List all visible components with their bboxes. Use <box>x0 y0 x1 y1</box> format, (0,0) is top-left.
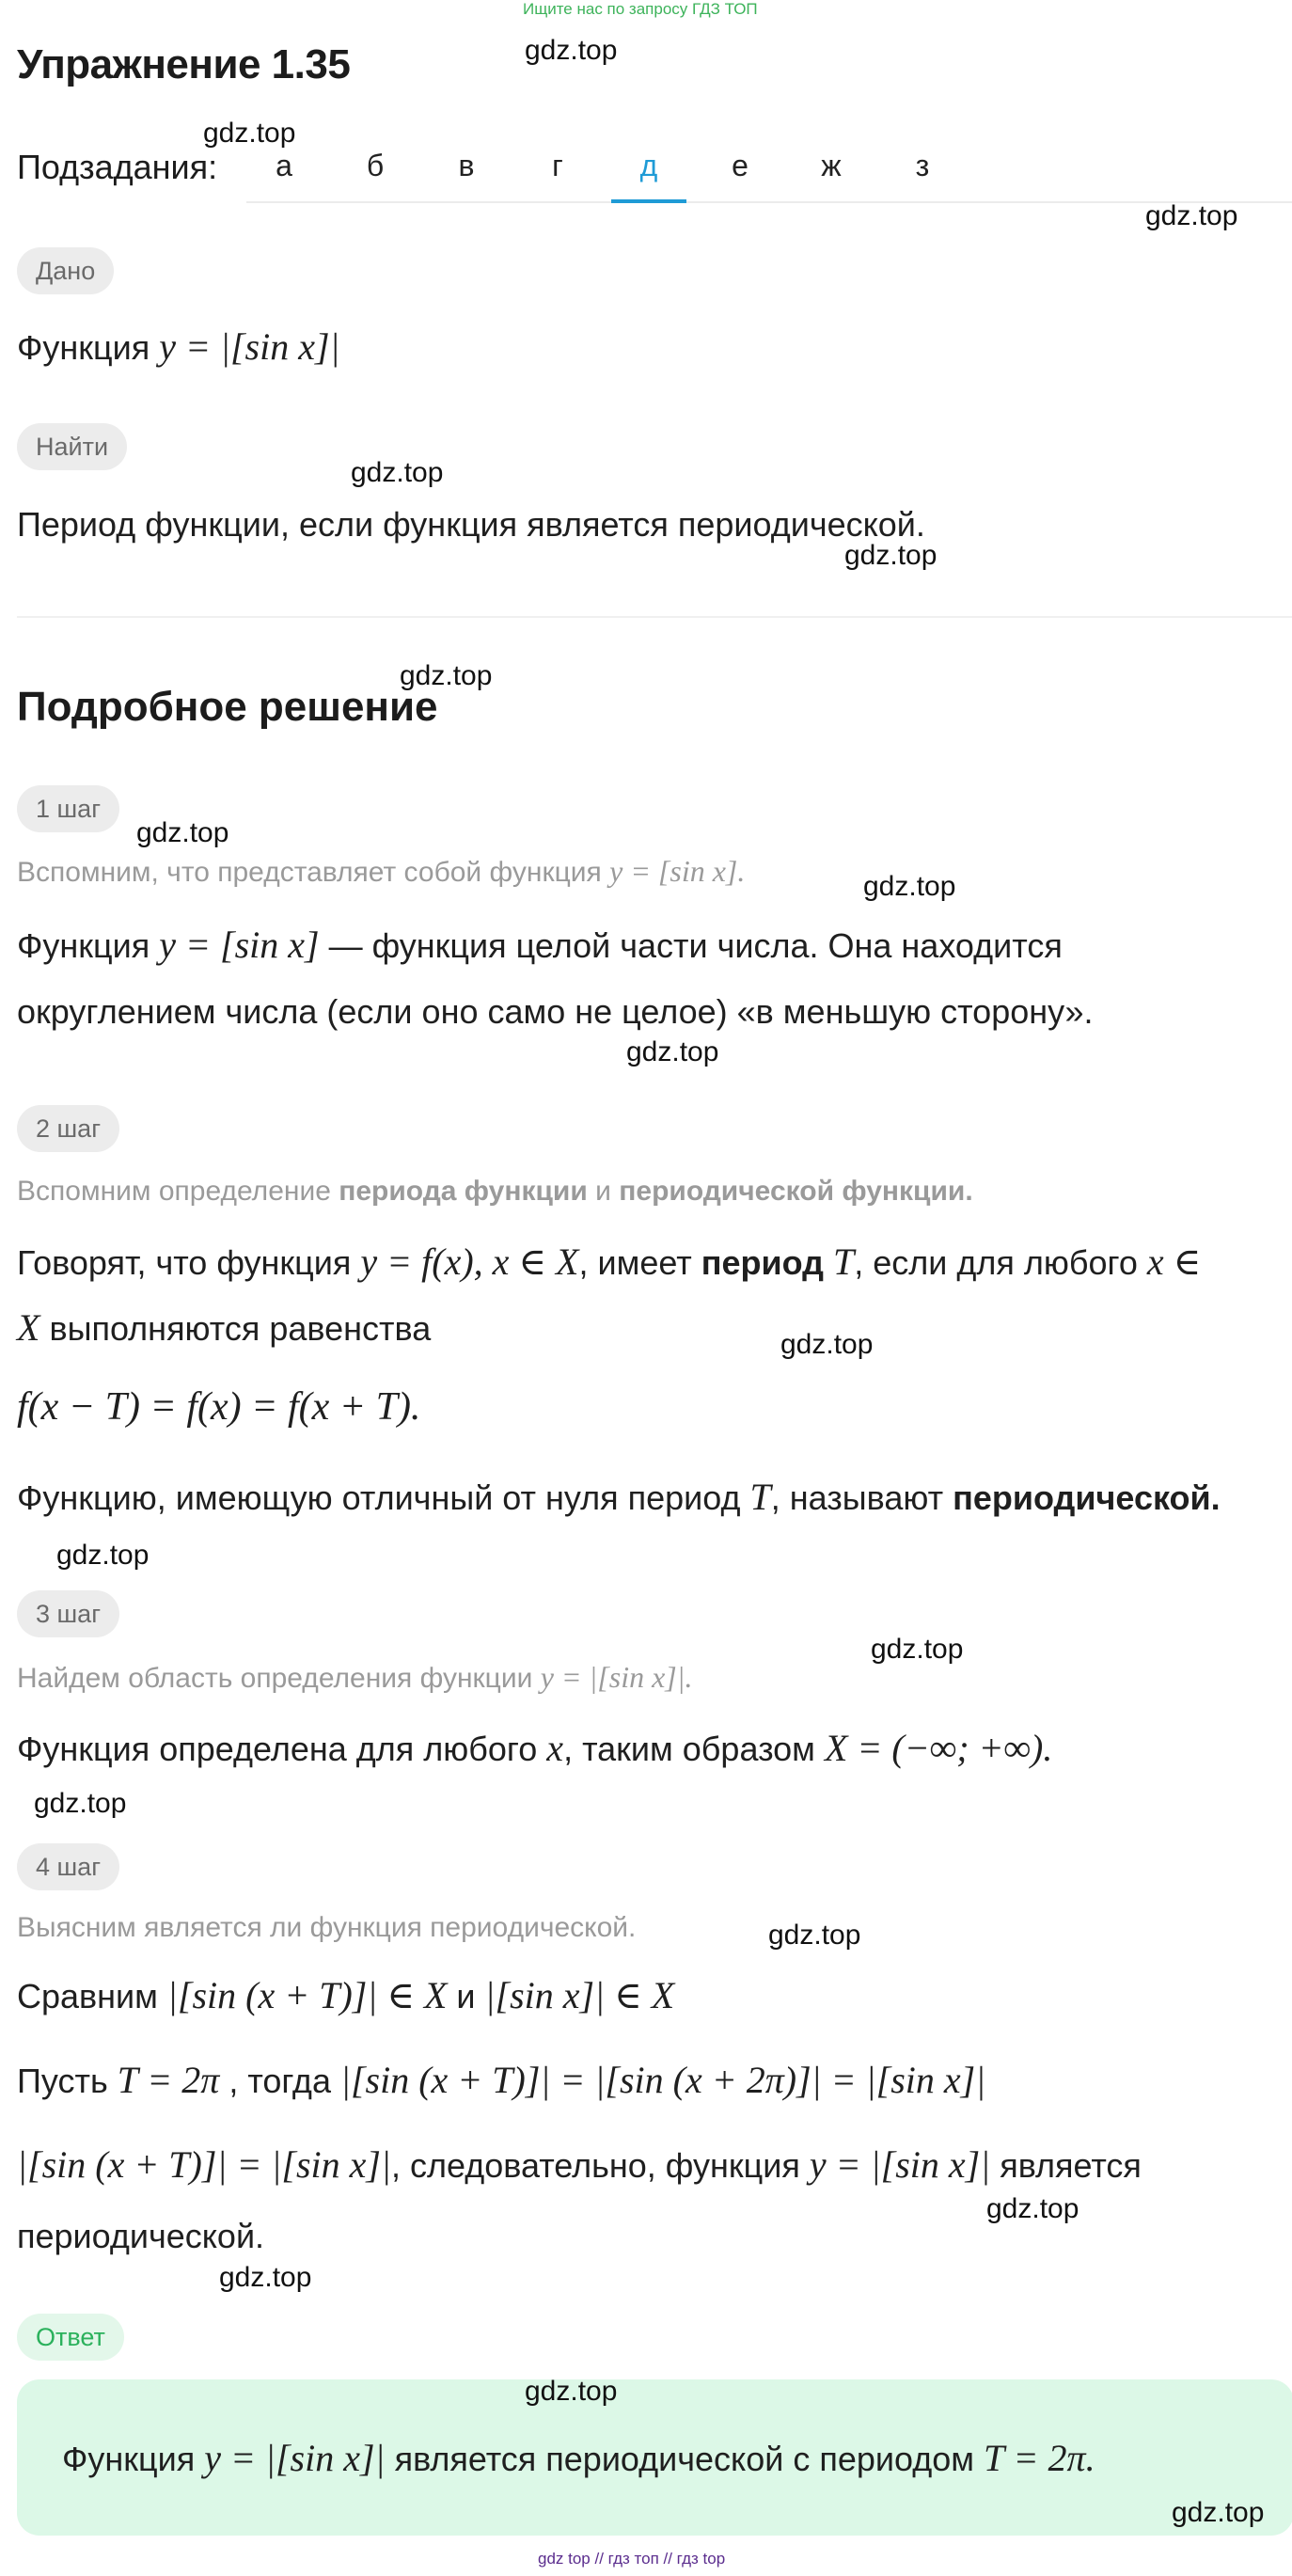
step-2-line-3 <box>17 1475 1221 1519</box>
step-2-line-3-a: Функцию, имеющую отличный от нуля период <box>17 1478 741 1517</box>
step-3-line-a: Функция определена для любого <box>17 1730 538 1768</box>
answer-pill: Ответ <box>17 2314 124 2361</box>
answer-mid: является периодической с периодом <box>394 2440 974 2478</box>
step-2-line-1-formula-1: y = f(x), x ∈ X <box>360 1241 579 1283</box>
step-4-let-a: Пусть <box>17 2062 108 2100</box>
step-2-hint <box>17 1176 973 1208</box>
step-4-result-c: является <box>1000 2146 1142 2185</box>
given-formula: y = |[sin x]| <box>159 325 340 368</box>
answer-formula-1: y = |[sin x]| <box>204 2437 386 2479</box>
watermark: gdz.top <box>1145 200 1238 231</box>
divider <box>17 616 1292 618</box>
step-2-line-3-b: , называют <box>770 1478 944 1517</box>
watermark: gdz.top <box>351 457 444 488</box>
watermark: gdz.top <box>768 1920 861 1951</box>
tab-b[interactable]: б <box>366 149 385 182</box>
watermark: gdz.top <box>203 118 296 149</box>
watermark: gdz.top <box>400 660 493 691</box>
tab-z[interactable]: з <box>915 149 930 182</box>
step-2-line-3-bold: периодической. <box>953 1478 1221 1517</box>
step-4-result-formula-2: y = |[sin x]| <box>809 2143 991 2186</box>
step-4-compare-a: Сравним <box>17 1977 158 2015</box>
step-2-line-1-formula-2: T <box>832 1241 855 1283</box>
step-1-hint-formula: y = [sin x]. <box>609 854 746 888</box>
step-4-result-formula-1: |[sin (x + T)]| = |[sin x]| <box>17 2143 391 2186</box>
step-2-hint-text: Вспомним определение <box>17 1176 331 1207</box>
answer-prefix: Функция <box>62 2440 196 2478</box>
answer-formula-2: T = 2π. <box>984 2437 1095 2479</box>
step-1-line-1 <box>17 923 1063 967</box>
step-3-pill: 3 шаг <box>17 1590 119 1637</box>
watermark: gdz.top <box>780 1329 874 1360</box>
step-2-line-2-formula: X <box>17 1306 40 1349</box>
step-2-hint-bold-1: периода функции <box>339 1176 588 1207</box>
answer-text <box>62 2436 1095 2480</box>
watermark: gdz.top <box>871 1634 964 1665</box>
step-2-line-2 <box>17 1305 431 1350</box>
given-pill: Дано <box>17 247 114 294</box>
step-2-line-1-formula-3: x ∈ <box>1146 1241 1202 1283</box>
page-title: Упражнение 1.35 <box>17 41 351 87</box>
tab-v[interactable]: в <box>458 149 475 182</box>
top-note: Ищите нас по запросу ГДЗ ТОП <box>523 0 758 18</box>
tab-g[interactable]: г <box>552 149 563 182</box>
tab-d[interactable]: д <box>611 149 686 203</box>
step-4-pill: 4 шаг <box>17 1843 119 1890</box>
watermark: gdz.top <box>844 540 937 571</box>
solution-title: Подробное решение <box>17 684 438 730</box>
step-3-hint <box>17 1660 693 1695</box>
step-4-result-b: , следовательно, функция <box>391 2146 800 2185</box>
step-1-line-1-prefix: Функция <box>17 926 150 965</box>
step-4-compare-formula-1: |[sin (x + T)]| ∈ X <box>166 1974 448 2016</box>
step-2-hint-mid: и <box>595 1176 611 1207</box>
watermark: gdz.top <box>863 871 956 902</box>
step-2-hint-bold-2: периодической функции. <box>619 1176 973 1207</box>
step-2-equation: f(x − T) = f(x) = f(x + T). <box>17 1385 421 1429</box>
step-3-hint-text: Найдем область определения функции <box>17 1663 533 1694</box>
tab-zh[interactable]: ж <box>821 149 842 182</box>
watermark: gdz.top <box>1172 2497 1265 2528</box>
step-3-line <box>17 1726 1052 1770</box>
step-4-compare-formula-2: |[sin x]| ∈ X <box>484 1974 675 2016</box>
subtask-tabs <box>246 132 1292 203</box>
watermark: gdz.top <box>626 1036 719 1067</box>
step-1-hint-text: Вспомним, что представляет собой функция <box>17 857 602 888</box>
step-3-line-formula-2: X = (−∞; +∞). <box>824 1727 1053 1769</box>
step-4-let-formula-2: |[sin (x + T)]| = |[sin (x + 2π)]| = |[sin x]| <box>339 2059 986 2101</box>
step-2-line-1-b: , имеет <box>578 1243 692 1282</box>
watermark: gdz.top <box>219 2262 312 2293</box>
step-1-pill: 1 шаг <box>17 785 119 832</box>
watermark: gdz.top <box>34 1788 127 1819</box>
step-4-let-formula-1: T = 2π <box>117 2059 220 2101</box>
step-4-compare-b: и <box>456 1977 476 2015</box>
step-2-line-1-c: , если для любого <box>854 1243 1138 1282</box>
step-2-line-1-bold: период <box>701 1243 824 1282</box>
step-4-result <box>17 2142 1142 2187</box>
step-2-line-1 <box>17 1240 1201 1284</box>
watermark: gdz.top <box>525 2376 618 2407</box>
step-2-line-3-formula: T <box>749 1476 771 1518</box>
given-text <box>17 324 340 369</box>
given-prefix: Функция <box>17 328 150 367</box>
step-1-line-1-formula: y = [sin x] <box>159 924 320 966</box>
find-pill: Найти <box>17 423 127 470</box>
step-1-hint <box>17 854 745 889</box>
footer: gdz top // гдз топ // гдз top <box>538 2550 726 2568</box>
step-2-pill: 2 шаг <box>17 1105 119 1152</box>
watermark: gdz.top <box>525 35 618 66</box>
step-3-line-formula-1: x <box>546 1727 564 1769</box>
step-2-line-2-text: выполняются равенства <box>49 1309 432 1348</box>
step-4-let <box>17 2058 985 2102</box>
step-3-line-b: , таким образом <box>563 1730 815 1768</box>
watermark: gdz.top <box>136 817 229 848</box>
step-4-result-line-2: периодической. <box>17 2217 265 2255</box>
step-1-line-2: округлением числа (если оно само не целое) «в меньшую сторону». <box>17 992 1094 1031</box>
tab-a[interactable]: а <box>276 149 292 182</box>
step-4-let-b: , тогда <box>228 2062 331 2100</box>
find-text: Период функции, если функция является периодической. <box>17 505 925 544</box>
watermark: gdz.top <box>986 2193 1079 2224</box>
step-4-hint: Выясним является ли функция периодической. <box>17 1912 637 1943</box>
step-3-hint-formula: y = |[sin x]|. <box>540 1660 693 1694</box>
subtasks-label: Подзадания: <box>17 148 218 186</box>
step-1-line-1-suffix: — функция целой части числа. Она находится <box>328 926 1063 965</box>
tab-e[interactable]: е <box>732 149 748 182</box>
watermark: gdz.top <box>56 1540 150 1571</box>
step-2-line-1-a: Говорят, что функция <box>17 1243 352 1282</box>
step-4-compare <box>17 1973 674 2017</box>
